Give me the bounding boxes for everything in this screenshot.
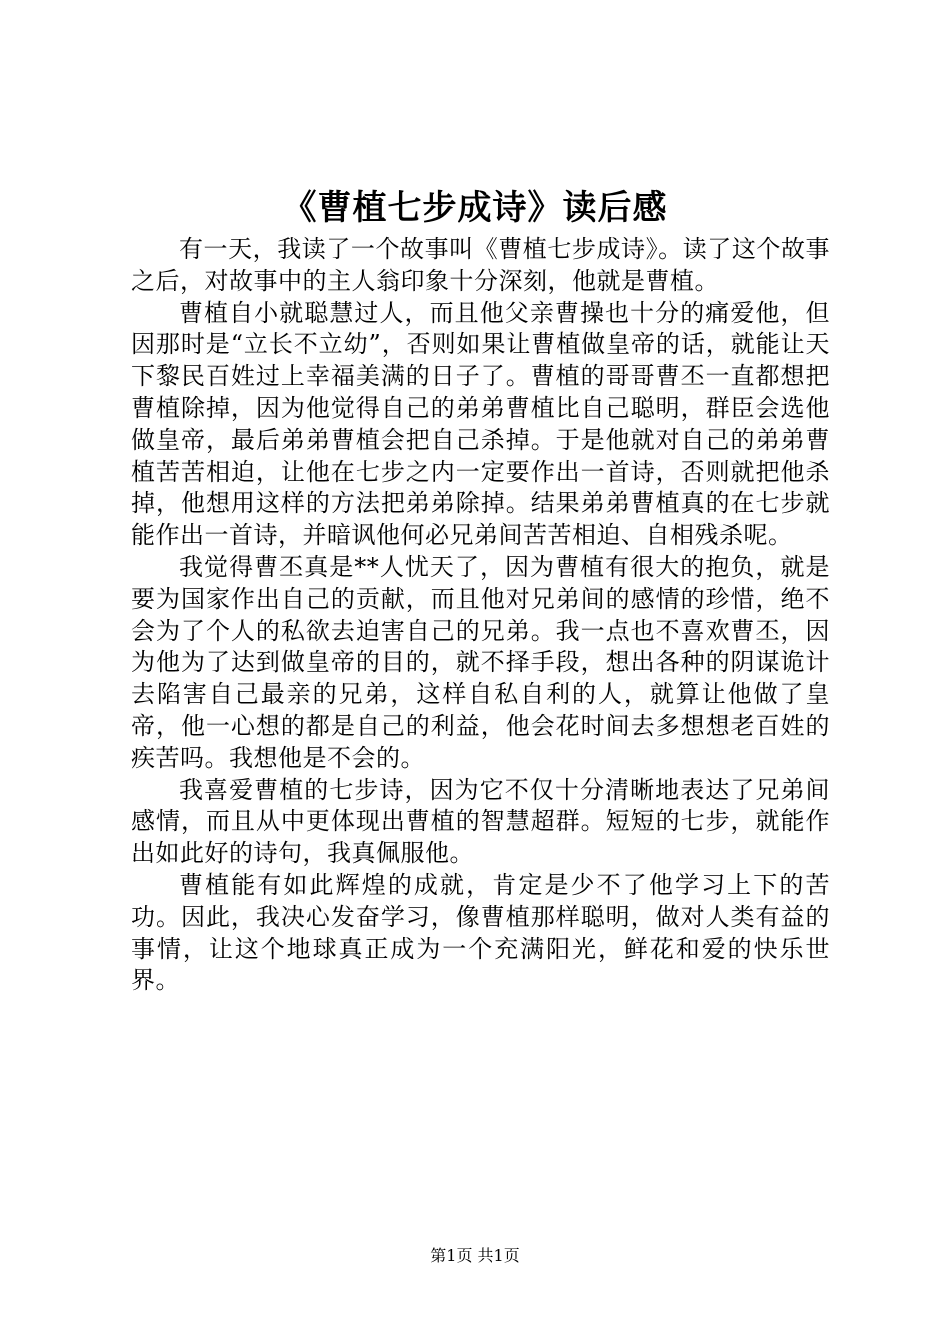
paragraph-4: 我喜爱曹植的七步诗，因为它不仅十分清晰地表达了兄弟间感情，而且从中更体现出曹植的智慧超群。短短的七步，就能作出如此好的诗句，我真佩服他。 (131, 775, 830, 868)
paragraph-3: 我觉得曹丕真是**人忧天了，因为曹植有很大的抱负，就是要为国家作出自己的贡献，而且他对兄弟间的感情的珍惜，绝不会为了个人的私欲去迫害自己的兄弟。我一点也不喜欢曹丕，因为他为了达到做皇帝的目的，就不择手段，想出各种的阴谋诡计去陷害自己最亲的兄弟，这样自私自利的人，就算让他做了皇帝，他一心想的都是自己的利益，他会花时间去多想想老百姓的疾苦吗。我想他是不会的。 (131, 552, 830, 772)
document-body (131, 234, 830, 997)
paragraph-1: 有一天，我读了一个故事叫《曹植七步成诗》。读了这个故事之后，对故事中的主人翁印象十分深刻，他就是曹植。 (131, 235, 830, 295)
paragraph-5: 曹植能有如此辉煌的成就，肯定是少不了他学习上下的苦功。因此，我决心发奋学习，像曹植那样聪明，做对人类有益的事情，让这个地球真正成为一个充满阳光，鲜花和爱的快乐世界。 (131, 870, 830, 995)
page-footer: 第1页 共1页 (430, 1246, 520, 1265)
paragraph-2: 曹植自小就聪慧过人，而且他父亲曹操也十分的痛爱他，但因那时是“立长不立幼”，否则如果让曹植做皇帝的话，就能让天下黎民百姓过上幸福美满的日子了。曹植的哥哥曹丕一直都想把曹植除掉，因为他觉得自己的弟弟曹植比自己聪明，群臣会选他做皇帝，最后弟弟曹植会把自己杀掉。于是他就对自己的弟弟曹植苦苦相迫，让他在七步之内一定要作出一首诗，否则就把他杀掉，他想用这样的方法把弟弟除掉。结果弟弟曹植真的在七步就能作出一首诗，并暗讽他何必兄弟间苦苦相迫、自相残杀呢。 (131, 298, 830, 550)
document-title: 《曹植七步成诗》读后感 (282, 188, 668, 228)
